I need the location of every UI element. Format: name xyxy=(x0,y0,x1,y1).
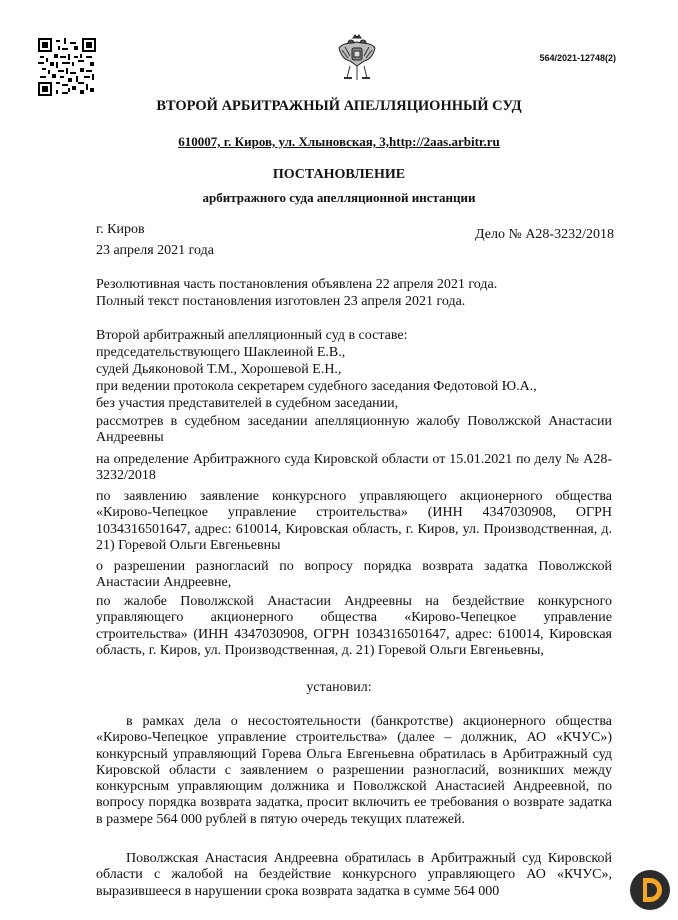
paragraph-1: в рамках дела о несостоятельности (банкротстве) акционерного общества «Кирово-Чепецкое управление строительства» (далее – должник, АО «КЧУС») конкурсный управляющий Горева Ольга Евгеньевна обратилась в Арбитражный суд Кировской области с заявлением о разрешении разногласий, возникших между конкурсным управляющим должника и Поволжской Анастасией Андреевной, по вопросу порядка возврата задатка, просит включить ее требования о возврате задатка в размере 564 000 рублей в пятую очередь текущих платежей. xyxy=(96,714,612,827)
full-text-prepared: Полный текст постановления изготовлен 23 апреля 2021 года. xyxy=(96,294,466,309)
presiding-judge: председательствующего Шаклеиной Е.В., xyxy=(96,345,346,360)
considering-paragraph: рассмотрев в судебном заседании апелляционную жалобу Поволжской Анастасии Андреевны xyxy=(96,414,612,446)
document-number: 564/2021-12748(2) xyxy=(539,53,616,63)
coat-of-arms-icon xyxy=(336,34,378,82)
ruling-paragraph: на определение Арбитражного суда Кировской области от 15.01.2021 по делу № А28-3232/2018 xyxy=(96,452,612,484)
brand-logo-icon xyxy=(628,866,672,914)
court-composition: Второй арбитражный апелляционный суд в составе: xyxy=(96,328,408,343)
application-paragraph: по заявлению заявление конкурсного управляющего акционерного общества «Кирово-Чепецкое управление строительства» (ИНН 4347030908, ОГРН 1034316501647, адрес: 610014, Кировская область, г. Киров, ул. Производственная, д. 21) Горевой Ольги Евгеньевны xyxy=(96,489,612,553)
document-subtitle: арбитражного суда апелляционной инстанции xyxy=(202,190,476,205)
secretary: при ведении протокола секретарем судебного заседания Федотовой Ю.А., xyxy=(96,379,537,394)
established-heading: установил: xyxy=(306,680,372,695)
case-number: Дело № А28-3232/2018 xyxy=(475,227,614,242)
resolution-announced: Резолютивная часть постановления объявлена 22 апреля 2021 года. xyxy=(96,277,498,292)
paragraph-2: Поволжская Анастасия Андреевна обратилась в Арбитражный суд Кировской области с жалобой на бездействие конкурсного управляющего АО «КЧУС», выразившееся в нарушении срока возврата задатка в сумме 564 000 xyxy=(96,851,612,899)
city: г. Киров xyxy=(96,222,145,237)
qr-code xyxy=(38,38,96,96)
judges: судей Дьяконовой Т.М., Хорошевой Е.Н., xyxy=(96,362,342,377)
court-name: ВТОРОЙ АРБИТРАЖНЫЙ АПЕЛЛЯЦИОННЫЙ СУД xyxy=(156,98,522,114)
court-address: 610007, г. Киров, ул. Хлыновская, 3,http://2aas.arbitr.ru xyxy=(178,134,500,149)
date: 23 апреля 2021 года xyxy=(96,243,214,258)
no-representatives: без участия представителей в судебном заседании, xyxy=(96,396,399,411)
document-title: ПОСТАНОВЛЕНИЕ xyxy=(272,167,406,182)
complaint-paragraph: по жалобе Поволжской Анастасии Андреевны на бездействие конкурсного управляющего акционерного общества «Кирово-Чепецкое управление строительства» (ИНН 4347030908, ОГРН 1034316501647, адрес: 610014, Кировская область, г. Киров, ул. Производственная, д. 21) Горевой Ольги Евгеньевны, xyxy=(96,594,612,658)
disagreements-paragraph: о разрешении разногласий по вопросу порядка возврата задатка Поволжской Анастасии Андреевне, xyxy=(96,559,612,591)
